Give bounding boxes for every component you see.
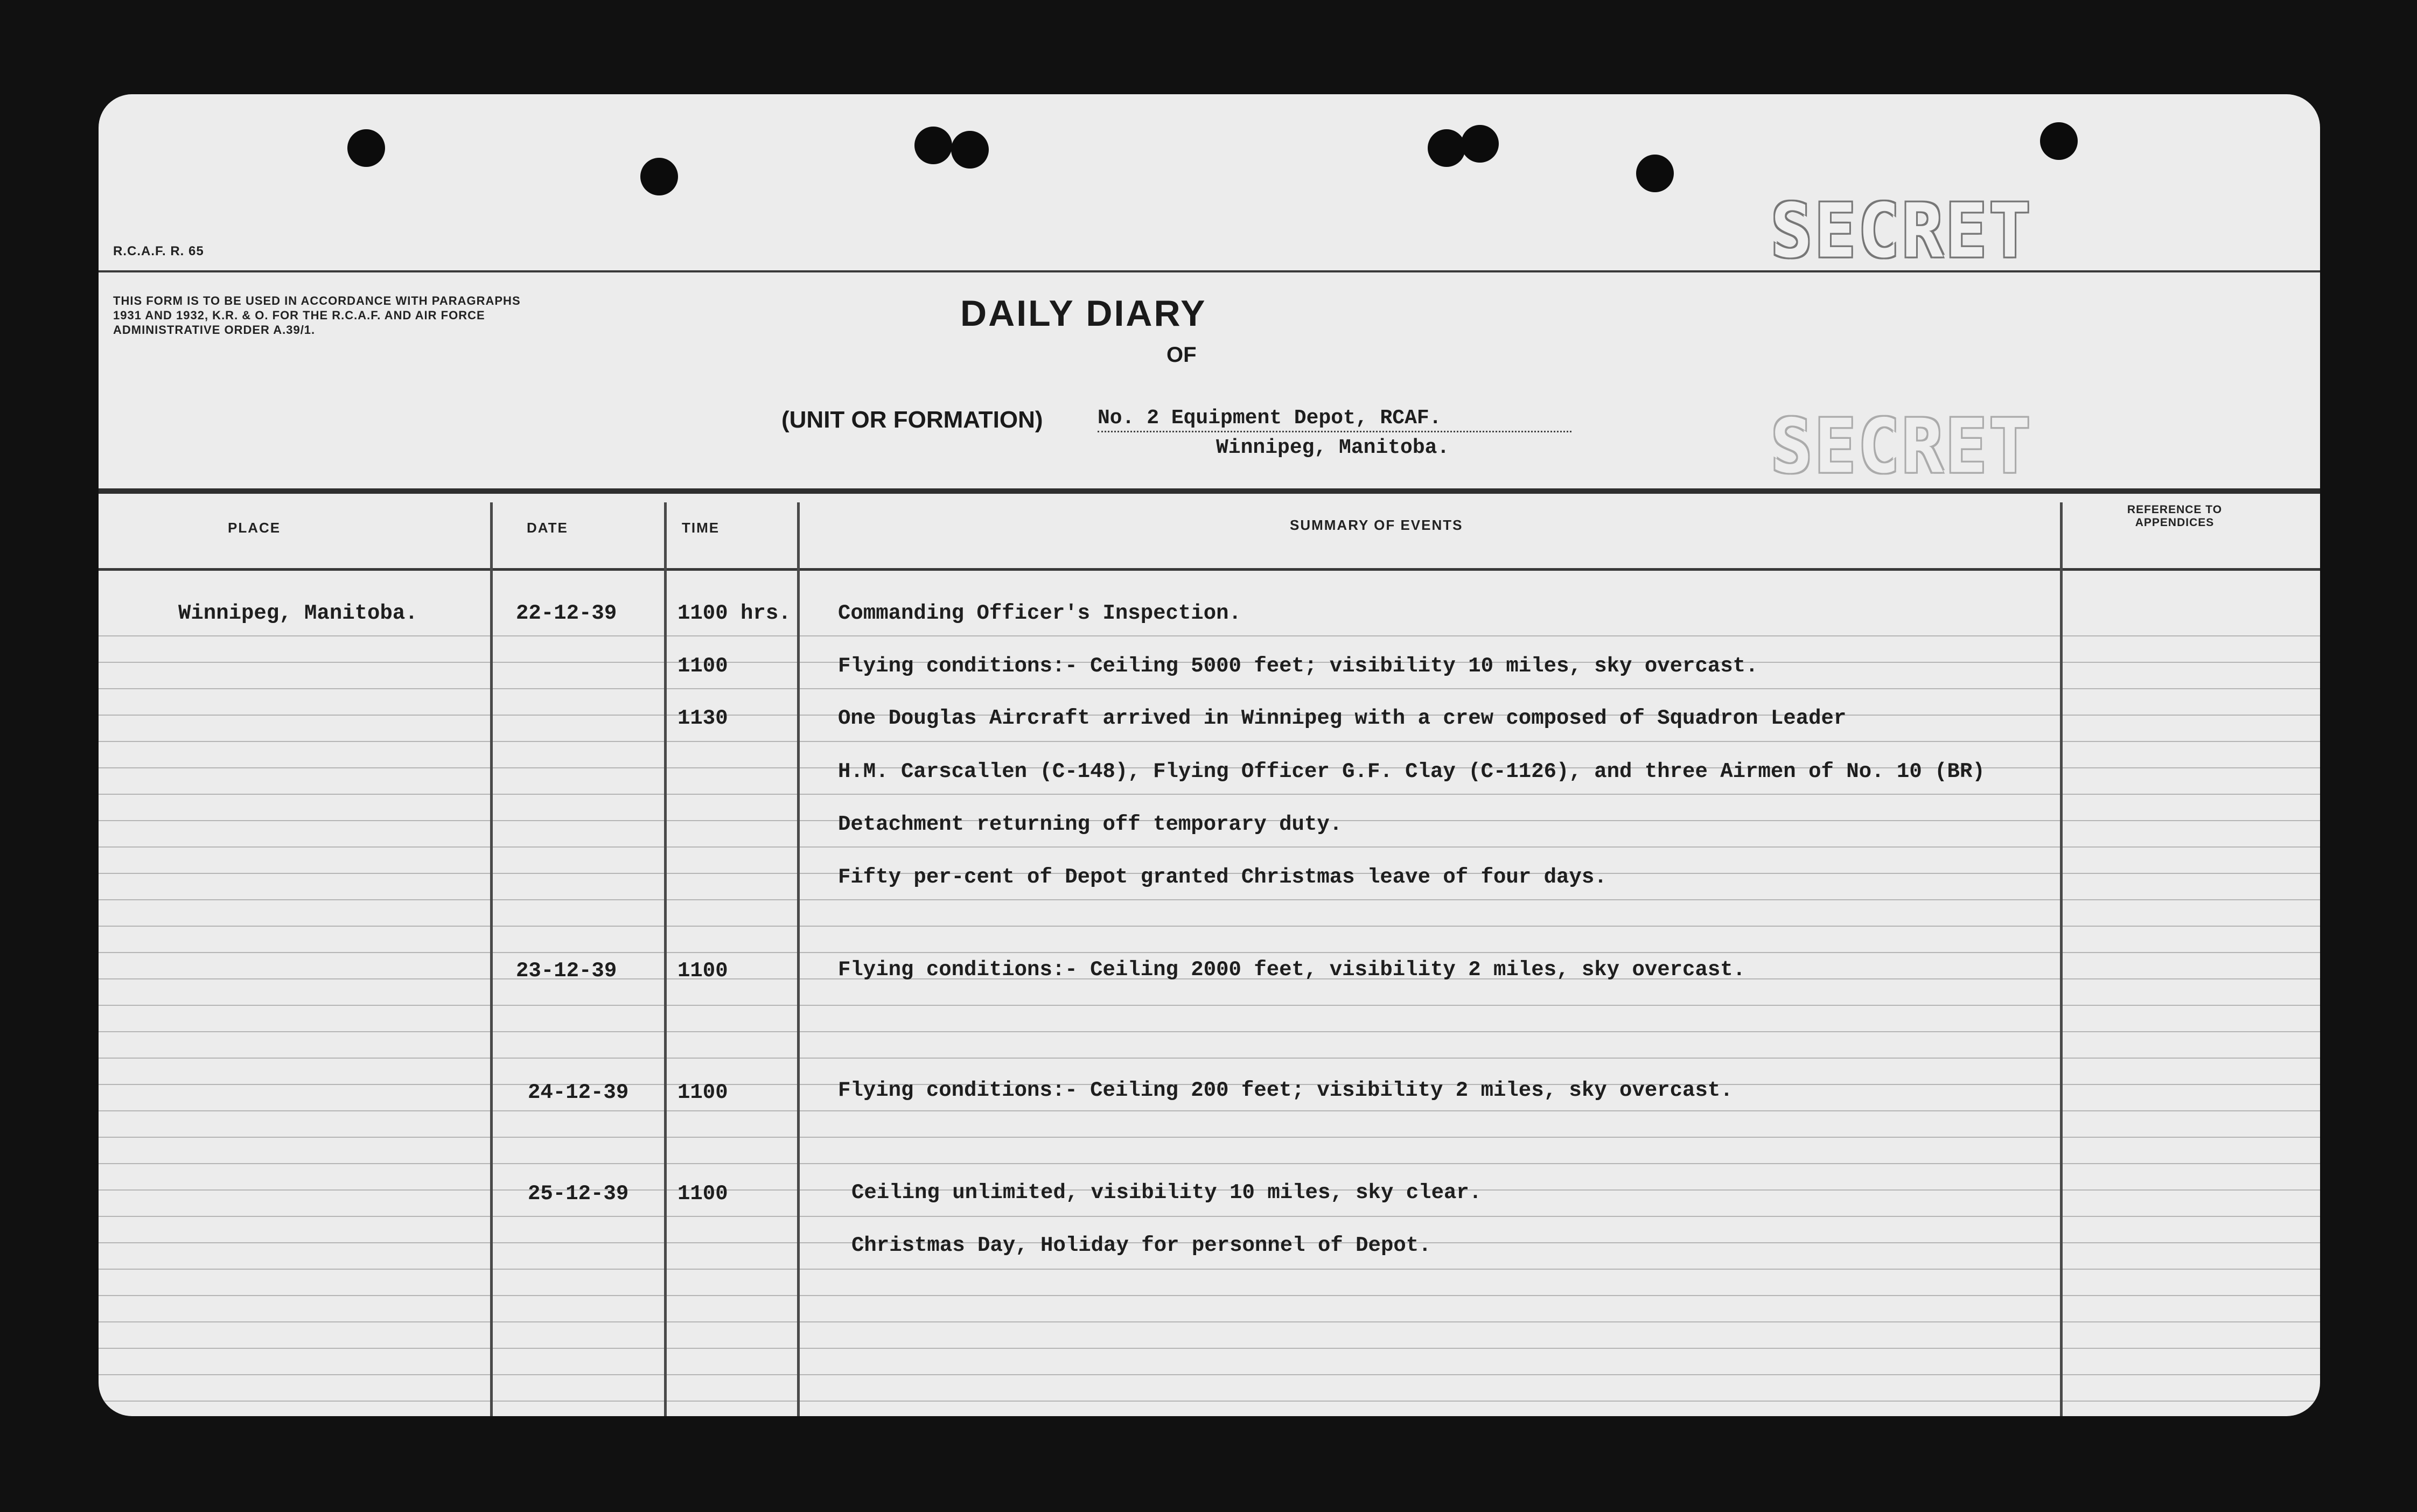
column-head-rule [99,568,2320,571]
entry-summary: H.M. Carscallen (C-148), Flying Officer G.F. Clay (C-1126), and three Airmen of No. 10 (BR) [838,760,1985,783]
punch-hole [2040,122,2078,160]
entry-summary: Christmas Day, Holiday for personnel of Depot. [851,1234,1431,1257]
ruled-line [99,1295,2320,1296]
ruled-line [99,1401,2320,1402]
ruled-line [99,1216,2320,1217]
entry-time: 1100 [677,654,728,678]
entry-summary: Detachment returning off temporary duty. [838,813,1343,836]
punch-hole [1461,125,1499,163]
entry-summary: Flying conditions:- Ceiling 5000 feet; visibility 10 miles, sky overcast. [838,654,1758,678]
entry-place: Winnipeg, Manitoba. [178,601,418,625]
unit-location: Winnipeg, Manitoba. [1216,436,1450,459]
punch-hole [1636,155,1674,192]
ruled-line [99,899,2320,900]
ruled-line [99,688,2320,689]
title-of: OF [1166,343,1197,367]
punch-hole [1428,129,1465,167]
punch-hole [640,158,678,195]
entry-summary: Fifty per-cent of Depot granted Christmas leave of four days. [838,865,1607,889]
ruled-line [99,1374,2320,1375]
column-divider-summary-reference [2060,502,2063,1416]
secret-stamp: SECRET [1771,188,2033,275]
ruled-line [99,741,2320,742]
column-header-time: TIME [682,520,720,536]
entry-time: 1100 hrs. [677,601,791,625]
entry-date: 25-12-39 [528,1182,629,1206]
punch-hole [951,131,989,169]
ruled-line [99,1137,2320,1138]
entry-date: 23-12-39 [516,959,617,983]
ruled-line [99,1031,2320,1032]
ruled-line [99,1005,2320,1006]
column-divider-place-date [490,502,493,1416]
form-instructions: THIS FORM IS TO BE USED IN ACCORDANCE WITH PARAGRAPHS 1931 AND 1932, K.R. & O. FOR THE R.C.A.F. AND AIR FORCE ADMINISTRATIVE ORDER A.39/1. [113,294,521,337]
entry-time: 1100 [677,1081,728,1104]
ruled-line [99,635,2320,636]
punch-hole [347,129,385,167]
ruled-line [99,1269,2320,1270]
ruled-line [99,1110,2320,1111]
ruled-line [99,1163,2320,1164]
unit-label: (UNIT OR FORMATION) [781,407,1043,433]
column-header-place: PLACE [228,520,281,536]
entry-time: 1100 [677,1182,728,1206]
entry-date: 24-12-39 [528,1081,629,1104]
column-header-date: DATE [527,520,568,536]
ruled-line [99,1321,2320,1322]
ruled-line [99,1348,2320,1349]
entry-summary: One Douglas Aircraft arrived in Winnipeg with a crew composed of Squadron Leader [838,706,1847,730]
entry-time: 1100 [677,959,728,983]
column-header-summary: SUMMARY OF EVENTS [1290,517,1463,533]
entry-date: 22-12-39 [516,601,617,625]
entry-summary: Commanding Officer's Inspection. [838,601,1241,625]
entry-summary: Flying conditions:- Ceiling 200 feet; visibility 2 miles, sky overcast. [838,1079,1733,1102]
form-number: R.C.A.F. R. 65 [113,244,204,258]
ruled-line [99,952,2320,953]
column-divider-date-time [664,502,667,1416]
ruled-line [99,846,2320,848]
secret-stamp-second: SECRET [1771,403,2033,490]
page-title: DAILY DIARY [960,293,1207,334]
diary-form-card [99,94,2320,1416]
ruled-line [99,926,2320,927]
entry-summary: Flying conditions:- Ceiling 2000 feet, visibility 2 miles, sky overcast. [838,958,1746,982]
column-divider-time-summary [797,502,800,1416]
ruled-line [99,794,2320,795]
unit-value: No. 2 Equipment Depot, RCAF. [1098,407,1571,432]
column-header-reference: REFERENCE TO APPENDICES [2127,503,2223,529]
entry-time: 1130 [677,706,728,730]
entry-summary: Ceiling unlimited, visibility 10 miles, sky clear. [851,1181,1482,1205]
ruled-line [99,1058,2320,1059]
punch-hole [914,127,952,164]
